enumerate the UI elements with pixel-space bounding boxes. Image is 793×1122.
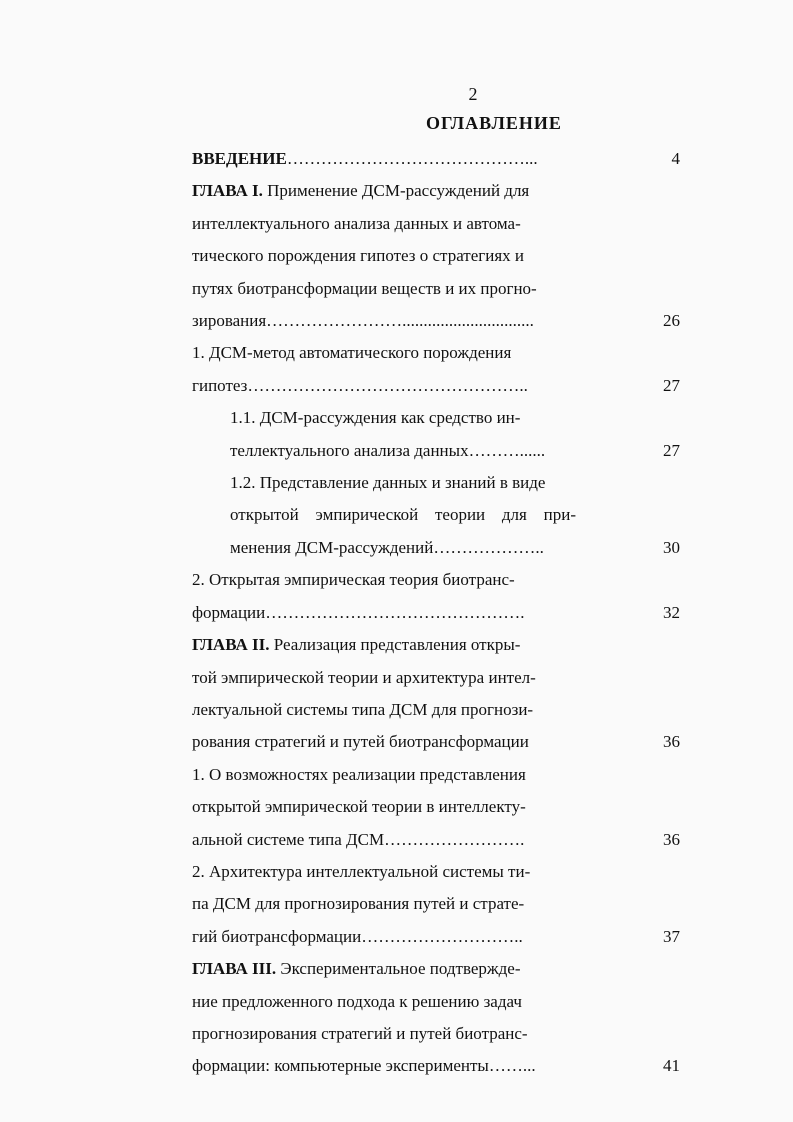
toc-entry-line [192,402,576,434]
toc-entry-text: формации: компьютерные эксперименты……... [192,1056,536,1076]
toc-entry-line [192,337,576,369]
toc-entry [192,564,692,629]
toc-entry-text: теллектуального анализа данных………...... [230,440,546,460]
toc-entry [192,467,692,564]
toc-entry-line [192,240,576,272]
toc-entry-text: ……………………………………... [286,149,538,168]
toc-entry-text: 2. Открытая эмпирическая теория биотранс- [192,570,515,590]
toc-entry-text: менения ДСМ-рассуждений……………….. [230,537,544,557]
toc-entry-line [192,273,576,305]
toc-entry-text: формации………………………………………. [192,602,525,622]
toc-entry-line [192,143,576,175]
toc-entry-line [192,305,576,337]
toc-entry-line [192,1050,576,1082]
toc-entry-text: интеллектуального анализа данных и автома- [192,213,521,233]
toc-entry-line [192,694,576,726]
toc-entry-text: открытой эмпирической теории в интеллекту- [192,797,526,817]
toc-entry-text: 2. Архитектура интеллектуальной системы ти- [192,861,531,881]
toc-page-number: 36 [663,829,680,849]
table-of-contents [192,143,692,1083]
toc-entry-line [192,499,576,531]
toc-entry-text: той эмпирической теории и архитектура интел- [192,667,536,687]
toc-entry-text: альной системе типа ДСМ……………………. [192,829,525,849]
toc-entry-line [192,564,576,596]
toc-page-number: 4 [671,149,680,168]
toc-entry-line [192,532,576,564]
toc-entry [192,402,692,467]
toc-entry-text: путях биотрансформации веществ и их прогно- [192,278,537,298]
toc-entry-line [192,953,576,985]
toc-entry-text: гипотез………………………………………….. [192,375,528,395]
chapter-label: ГЛАВА III. [192,959,277,979]
toc-entry-line [192,370,576,402]
toc-entry-text: ние предложенного подхода к решению задач [192,991,522,1011]
toc-page-number: 41 [663,1056,680,1076]
toc-entry-line [192,597,576,629]
toc-entry [192,759,692,856]
toc-entry-line [192,208,576,240]
toc-entry-line [192,986,576,1018]
toc-entry [192,629,692,759]
toc-entry-text: тического порождения гипотез о стратегиях и [192,246,525,266]
page-number: 2 [468,84,478,104]
toc-entry-text: открытой эмпирической теории для при- [230,505,576,525]
toc-entry-line [192,662,576,694]
toc-entry-text: прогнозирования стратегий и путей биотранс- [192,1023,528,1043]
toc-page-number: 32 [663,602,680,622]
chapter-label: ВВЕДЕНИЕ [192,149,287,168]
toc-page-number: 26 [663,311,680,331]
toc-entry-line [192,888,576,920]
toc-entry-line [192,175,576,207]
toc-entry [192,143,692,175]
toc-entry-line [192,629,576,661]
toc-entry-line [192,759,576,791]
toc-entry-text: рования стратегий и путей биотрансформации [192,732,529,752]
toc-title: ОГЛАВЛЕНИЕ [426,113,562,133]
toc-entry-text: 1.2. Представление данных и знаний в виде [230,473,546,493]
toc-entry-line [192,856,576,888]
chapter-label: ГЛАВА I. [192,181,263,201]
toc-page-number: 27 [663,440,680,460]
toc-entry-text: Реализация представления откры- [269,635,521,655]
toc-entry-text: 1. О возможностях реализации представления [192,764,526,784]
toc-entry-line [192,435,576,467]
toc-page-number: 27 [663,375,680,395]
toc-entry-text: лектуальной системы типа ДСМ для прогнози- [192,699,534,719]
toc-entry [192,856,692,953]
toc-entry-text: 1.1. ДСМ-рассуждения как средство ин- [230,408,521,428]
toc-entry-line [192,467,576,499]
toc-entry-line [192,726,576,758]
toc-entry-text: Применение ДСМ-рассуждений для [262,181,530,201]
toc-entry [192,175,692,337]
toc-entry-text: Экспериментальное подтвержде- [276,959,521,979]
toc-entry [192,953,692,1083]
toc-entry-line [192,791,576,823]
toc-entry-line [192,1018,576,1050]
toc-entry-text: гий биотрансформации……………………….. [192,926,523,946]
toc-entry [192,337,692,402]
toc-entry-line [192,921,576,953]
toc-entry-text: 1. ДСМ-метод автоматического порождения [192,343,512,363]
toc-page-number: 30 [663,537,680,557]
toc-entry-line [192,824,576,856]
toc-entry-text: зирования……………………............................... [192,311,534,331]
toc-page-number: 37 [663,926,680,946]
toc-entry-text: па ДСМ для прогнозирования путей и страте- [192,894,525,914]
toc-page-number: 36 [663,732,680,752]
chapter-label: ГЛАВА II. [192,635,270,655]
